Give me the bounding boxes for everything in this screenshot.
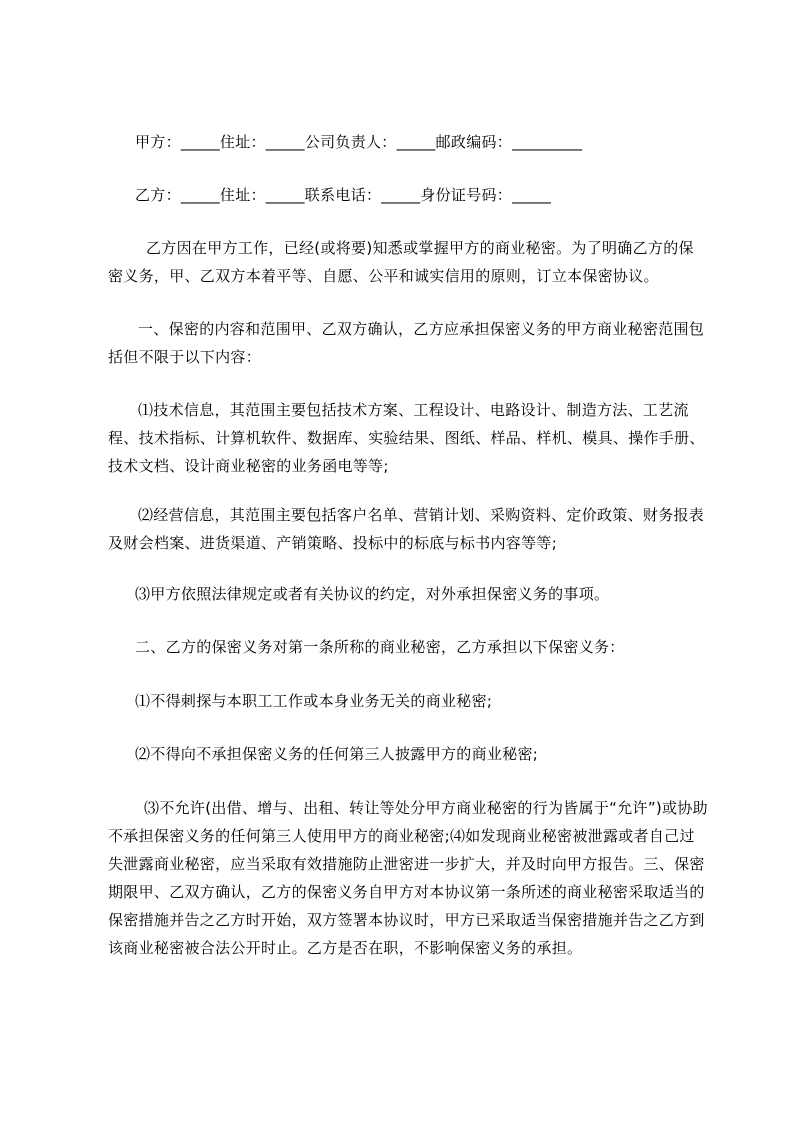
section1-item3: ⑶甲方依照法律规定或者有关协议的约定，对外承担保密义务的事项。 [135, 585, 610, 603]
section2-item3-section3: ⑶不允许(出借、增与、出租、转让等处分甲方商业秘密的行为皆属于“允许”)或协助不承担保密义务的任何第三人使用甲方的商业秘密;⑷如发现商业秘密被泄露或者自己过失泄露商业秘密，应当采取有效措施防止泄密进一步扩大，并及时向甲方报告。三、保密期限甲、乙双方确认，乙方的保密义务自甲方对本协议第一条所述的商业秘密采取适当的保密措施并告之乙方时开始，双方签署本协议时，甲方已采取适当保密措施并告之乙方到该商业秘密被合法公开时止。乙方是否在职，不影响保密义务的承担。 [108, 799, 708, 957]
section1-item1: ⑴技术信息，其范围主要包括技术方案、工程设计、电路设计、制造方法、工艺流程、技术指标、计算机软件、数据库、实验结果、图纸、样品、样机、模具、操作手册、技术文档、设计商业秘密的业务函电等等; [108, 401, 705, 475]
party-b-line: 乙方：_____住址：_____联系电话：_____身份证号码：_____ [135, 186, 552, 204]
section1-heading: 一、保密的内容和范围甲、乙双方确认，乙方应承担保密义务的甲方商业秘密范围包括但不限于以下内容： [108, 320, 705, 366]
section2-heading: 二、乙方的保密义务对第一条所称的商业秘密，乙方承担以下保密义务： [135, 638, 625, 656]
section2-item1: ⑴不得刺探与本职工工作或本身业务无关的商业秘密; [135, 692, 493, 710]
section1-item2: ⑵经营信息，其范围主要包括客户名单、营销计划、采购资料、定价政策、财务报表及财会档案、进货渠道、产销策略、投标中的标底与标书内容等等; [108, 506, 705, 552]
section2-item2: ⑵不得向不承担保密义务的任何第三人披露甲方的商业秘密; [135, 745, 539, 763]
party-a-line: 甲方：_____住址：_____公司负责人：_____邮政编码：_________ [135, 133, 583, 151]
intro-paragraph: 乙方因在甲方工作，已经(或将要)知悉或掌握甲方的商业秘密。为了明确乙方的保密义务，甲、乙双方本着平等、自愿、公平和诚实信用的原则，订立本保密协议。 [108, 239, 694, 285]
